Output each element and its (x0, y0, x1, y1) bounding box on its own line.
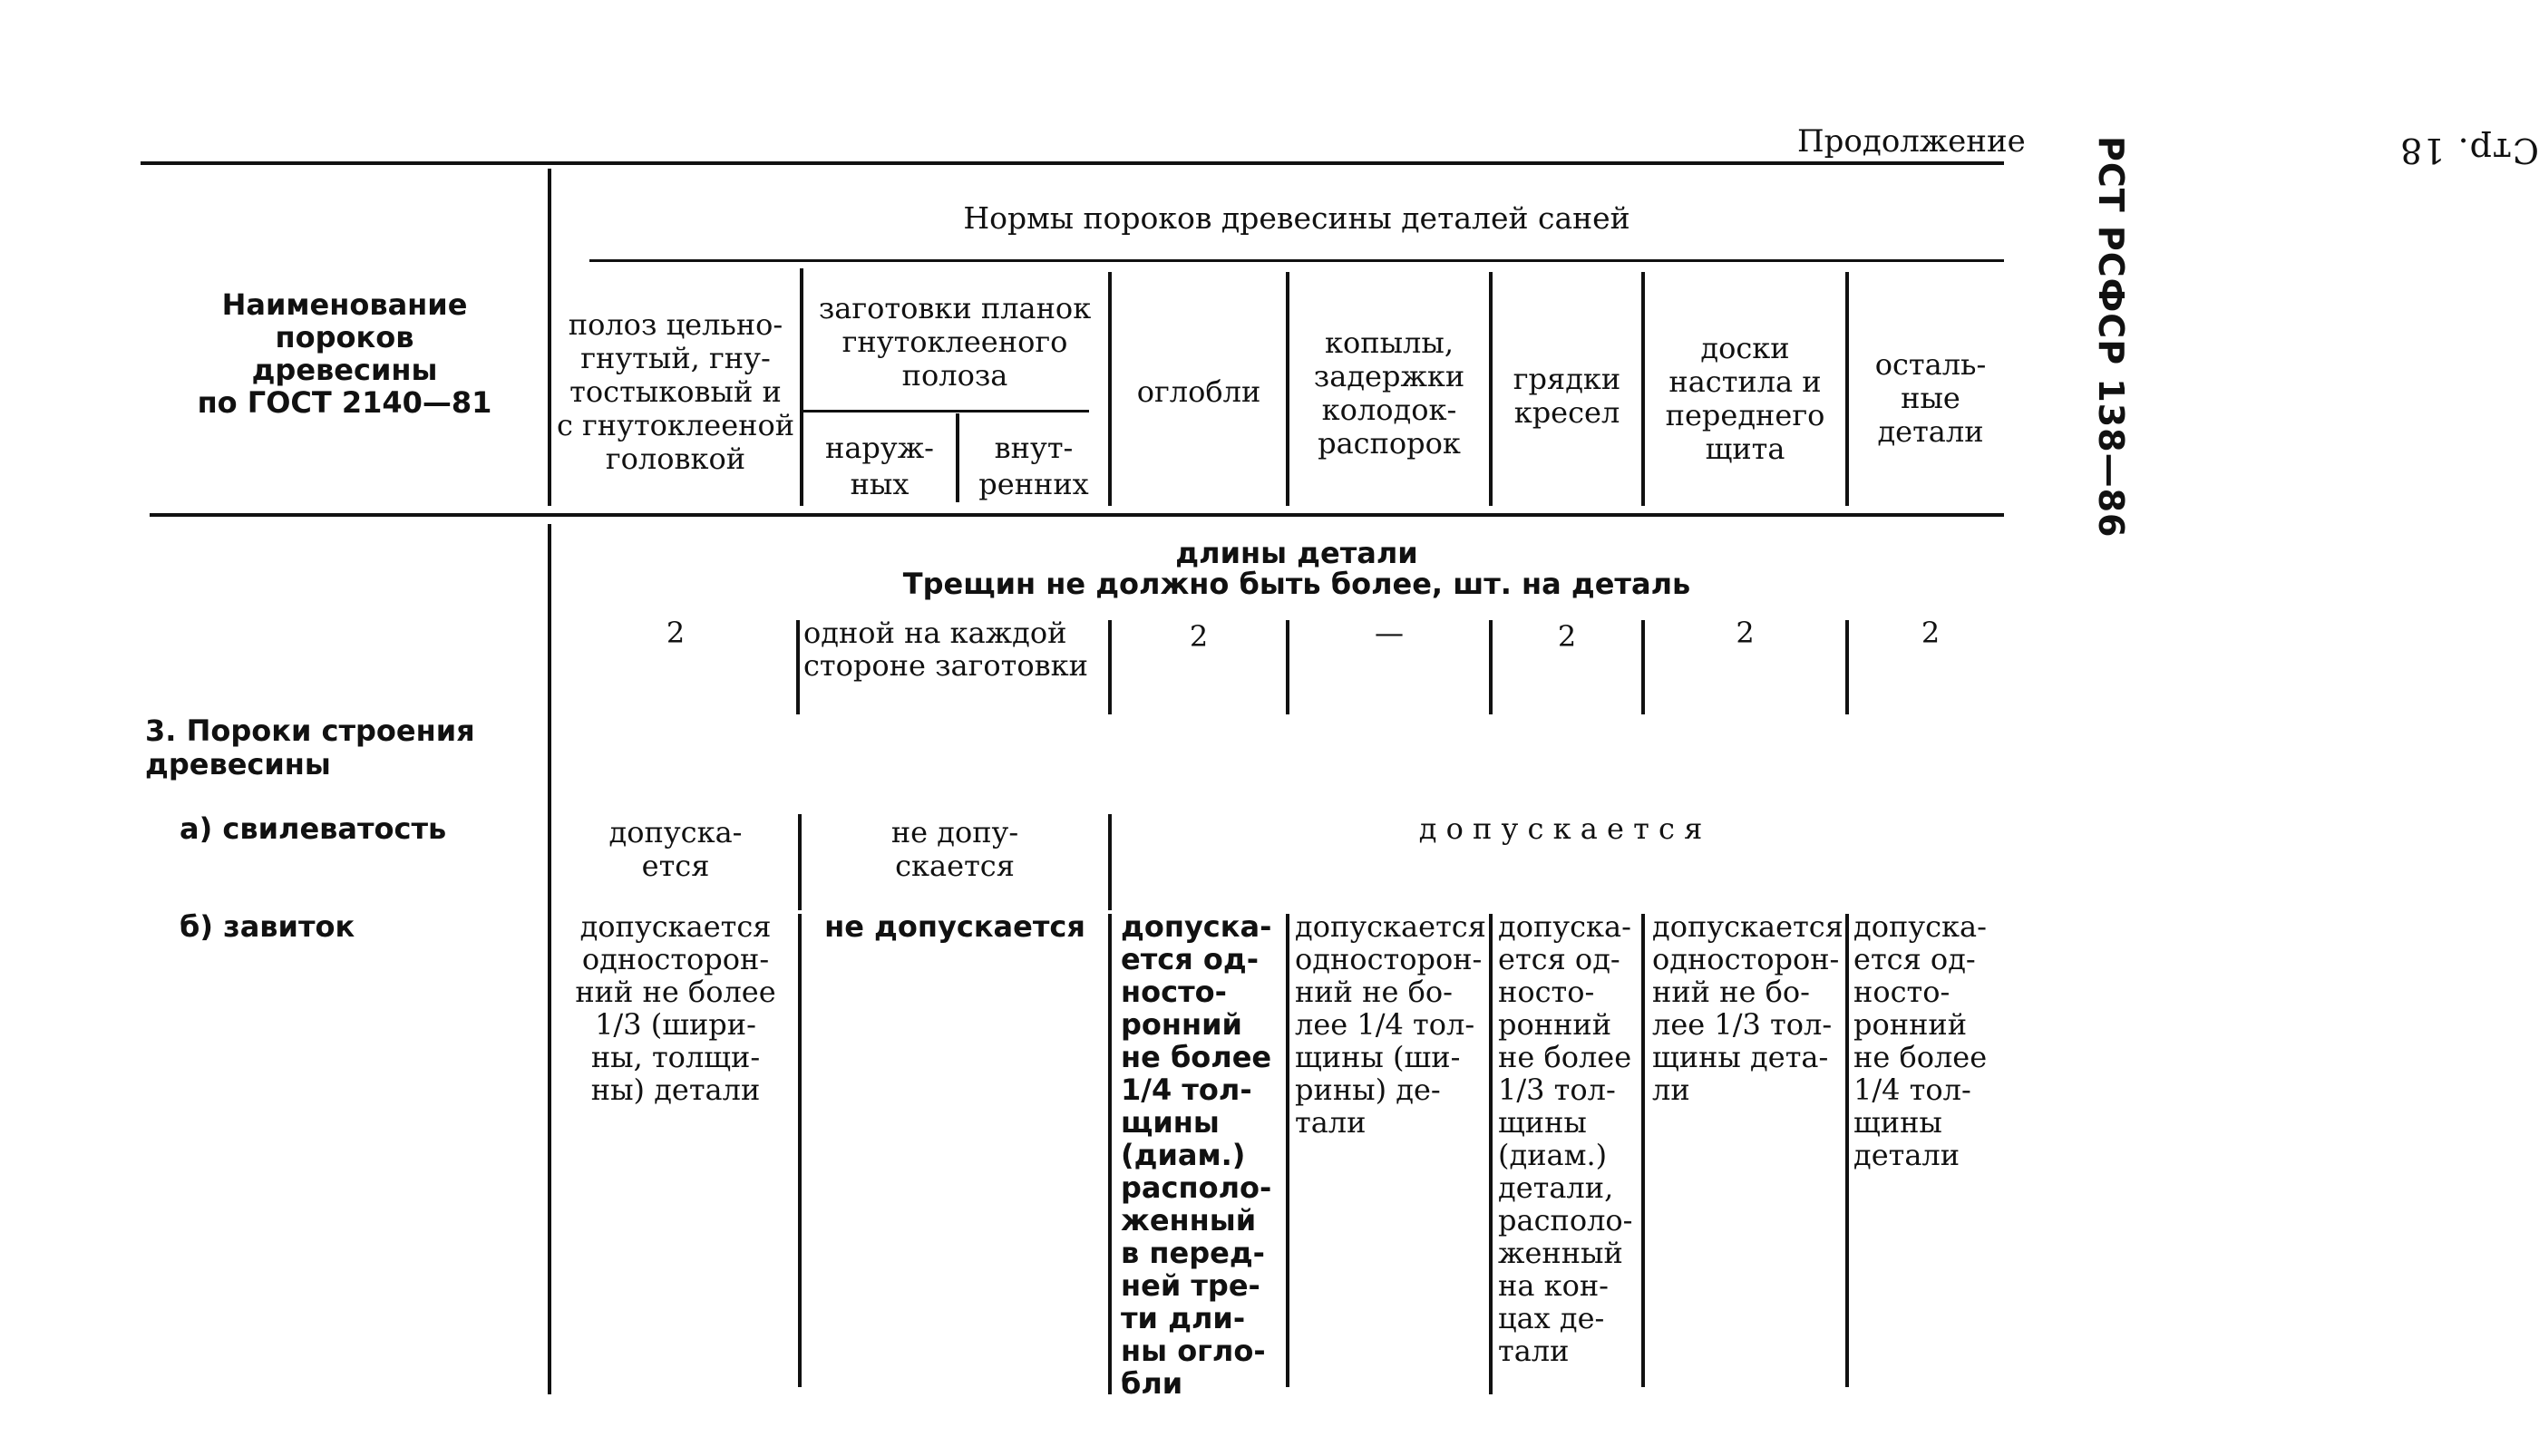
subgroup-rule (803, 410, 1089, 413)
col6-divider-row-b (1845, 914, 1849, 1387)
cracks-value-col7: 2 (1921, 616, 1941, 650)
header-deck-boards: доски настила и переднего щита (1665, 331, 1825, 466)
row-a-rest: д о п у с к а е т с я (1418, 811, 1703, 846)
col0-divider-header (548, 169, 551, 506)
row-b-col1: допускается односторон- ний не более 1/3 (шири- ны, толщи- ны) детали (575, 909, 776, 1107)
row-b-col5: допуска- ется од- носто- ронний не более 1/3 тол- щины (диам.) детали, располо- женный на кон- цах де- тали (1498, 909, 1633, 1368)
row-b-col4: допускается односторон- ний не бо- лее 1/4 тол- щины (ши- рины) де- тали (1295, 909, 1486, 1140)
row-b-col7: допуска- ется од- носто- ронний не более 1/4 тол- щины детали (1853, 909, 1988, 1172)
group-header-rule (589, 259, 2004, 262)
header-seat-rails: грядки кресел (1513, 362, 1621, 430)
col2-divider-row-b (1108, 914, 1112, 1394)
page-number: Стр. 18 (2399, 131, 2539, 170)
header-inner: внут- ренних (978, 431, 1089, 501)
standard-code: РСТ РСФСР 138—86 (2091, 136, 2131, 539)
row-a-label: а) свилеватость (180, 811, 447, 846)
row-b-col3: допуска- ется од- носто- ронний не более 1/4 тол- щины (диам.) располо- женный в перед- ней тре- ти дли- ны огло- бли (1121, 909, 1272, 1401)
cracks-value-col1: 2 (666, 616, 686, 650)
row-b-col6: допускается односторон- ний не бо- лее 1/3 тол- щины дета- ли (1652, 909, 1843, 1107)
row-a-col2: не допу- скается (890, 815, 1019, 883)
col0-divider-body (548, 524, 551, 1394)
row-b-col2: не допускается (824, 909, 1085, 944)
col3-divider-row-b (1286, 914, 1289, 1387)
header-uprights: копылы, задержки колодок- распорок (1313, 325, 1465, 461)
length-line: длины детали (1175, 536, 1418, 570)
cracks-value-col4: — (1375, 616, 1404, 650)
table-top-rule (141, 161, 2004, 165)
cracks-value-col3: 2 (1189, 619, 1209, 654)
col4-divider-row-b (1489, 914, 1493, 1394)
cracks-line: Трещин не должно быть более, шт. на деталь (902, 567, 1691, 601)
row-b-label: б) завиток (180, 909, 355, 944)
col5-divider-row-b (1641, 914, 1645, 1387)
col1-divider-cracks (796, 620, 800, 714)
header-defect-name: Наименование пороков древесины по ГОСТ 2140—81 (197, 287, 492, 420)
header-outer: наруж- ных (825, 431, 934, 501)
col1-divider-row-a (798, 814, 802, 910)
header-other-parts: осталь- ные детали (1874, 347, 1987, 449)
col1-divider-row-b (798, 914, 802, 1387)
header-shafts: оглобли (1136, 374, 1261, 409)
cracks-value-col2: одной на каждой стороне заготовки (803, 616, 1088, 683)
page-side-label (2091, 131, 2539, 562)
header-norms-title: Нормы пороков древесины деталей саней (963, 200, 1630, 236)
section-3-heading: 3. Пороки строения древесины (145, 713, 475, 781)
continuation-label: Продолжение (1797, 123, 2026, 160)
header-runner-blanks: заготовки планок гнутоклееного полоза (818, 291, 1092, 393)
cracks-value-col5: 2 (1557, 619, 1577, 654)
header-runner: полоз цельно- гнутый, гну- тостыковый и с гнутоклееной головкой (556, 307, 795, 476)
header-bottom-rule (150, 513, 2004, 517)
cracks-value-col6: 2 (1736, 616, 1755, 650)
row-a-col1: допуска- ется (608, 815, 743, 883)
